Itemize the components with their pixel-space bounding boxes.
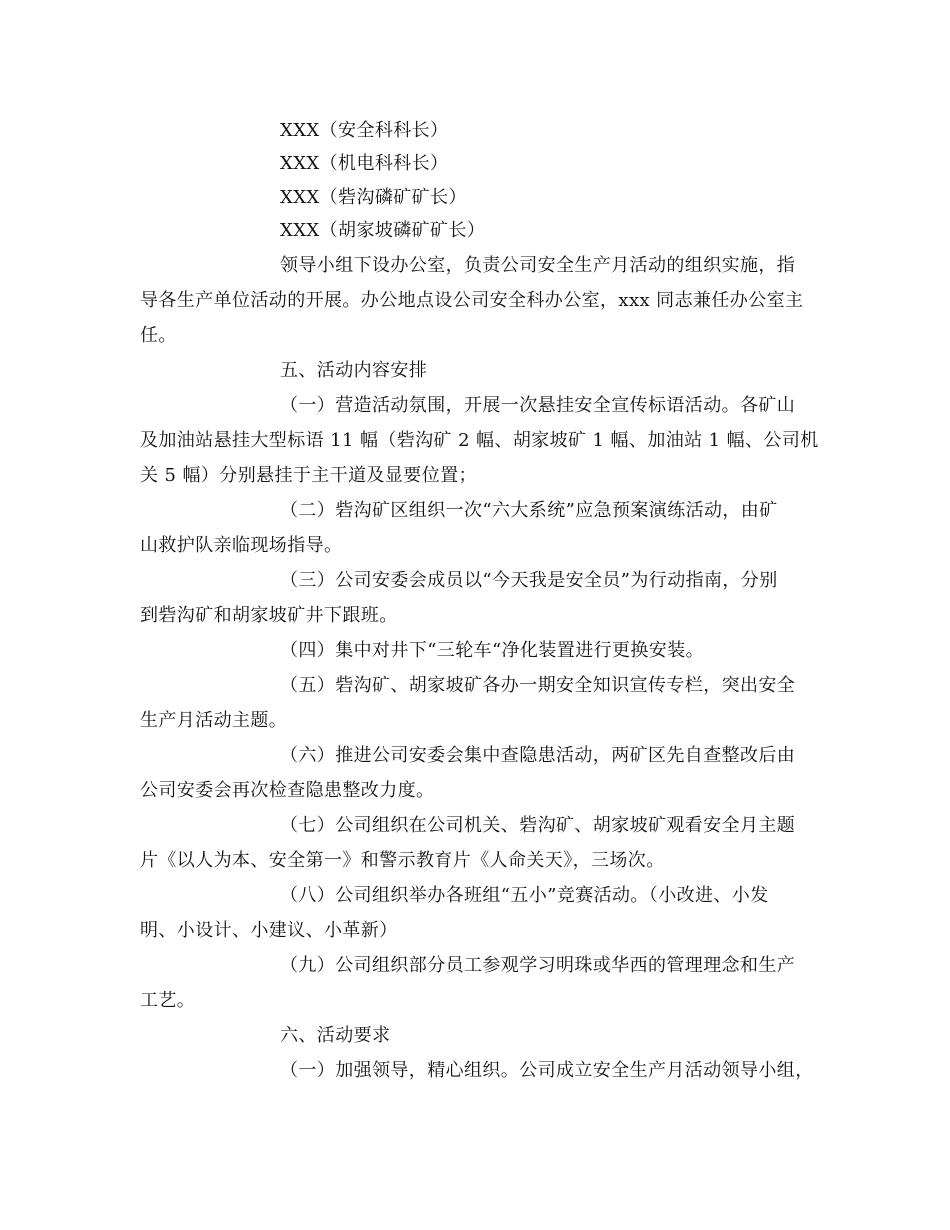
list-item-line: （八）公司组织举办各班组“五小”竞赛活动。（小改进、小发 xyxy=(280,885,769,906)
list-item-line: （九）公司组织部分员工参观学习明珠或华西的管理理念和生产 xyxy=(280,955,796,976)
section-heading: 六、活动要求 xyxy=(280,1025,391,1046)
list-item-line: 山救护队亲临现场指导。 xyxy=(140,535,343,556)
list-item-line: 生产月活动主题。 xyxy=(140,710,288,731)
list-item-line: （一）加强领导，精心组织。公司成立安全生产月活动领导小组， xyxy=(280,1060,814,1081)
member-line: XXX（砦沟磷矿矿长） xyxy=(280,187,467,208)
list-item-line: 到砦沟矿和胡家坡矿井下跟班。 xyxy=(140,605,398,626)
list-item-line: 明、小设计、小建议、小革新） xyxy=(140,920,398,941)
section-heading: 五、活动内容安排 xyxy=(280,360,428,381)
list-item-line: （四）集中对井下“三轮车“净化装置进行更换安装。 xyxy=(280,640,705,661)
paragraph-line: 导各生产单位活动的开展。办公地点设公司安全科办公室，xxx 同志兼任办公室主 xyxy=(140,290,804,311)
list-item-line: 片《以人为本、安全第一》和警示教育片《人命关天》，三场次。 xyxy=(140,850,665,871)
member-line: XXX（机电科科长） xyxy=(280,153,449,174)
list-item-line: （一）营造活动氛围，开展一次悬挂安全宣传标语活动。各矿山 xyxy=(280,395,796,416)
member-line: XXX（胡家坡磷矿矿长） xyxy=(280,220,486,241)
list-item-line: （二）砦沟矿区组织一次“六大系统”应急预案演练活动，由矿 xyxy=(280,500,778,521)
list-item-line: 关 5 幅）分别悬挂于主干道及显要位置； xyxy=(140,465,477,486)
list-item-line: （七）公司组织在公司机关、砦沟矿、胡家坡矿观看安全月主题 xyxy=(280,815,796,836)
list-item-line: 工艺。 xyxy=(140,990,196,1011)
list-item-line: （六）推进公司安委会集中查隐患活动，两矿区先自查整改后由 xyxy=(280,745,796,766)
list-item-line: （五）砦沟矿、胡家坡矿各办一期安全知识宣传专栏，突出安全 xyxy=(280,675,796,696)
list-item-line: 及加油站悬挂大型标语 11 幅（砦沟矿 2 幅、胡家坡矿 1 幅、加油站 1 幅、公司机 xyxy=(140,430,819,451)
list-item-line: （三）公司安委会成员以“今天我是安全员”为行动指南，分别 xyxy=(280,570,778,591)
paragraph-line: 领导小组下设办公室，负责公司安全生产月活动的组织实施，指 xyxy=(280,255,796,276)
member-line: XXX（安全科科长） xyxy=(280,120,449,141)
paragraph-line: 任。 xyxy=(140,325,177,346)
list-item-line: 公司安委会再次检查隐患整改力度。 xyxy=(140,780,435,801)
